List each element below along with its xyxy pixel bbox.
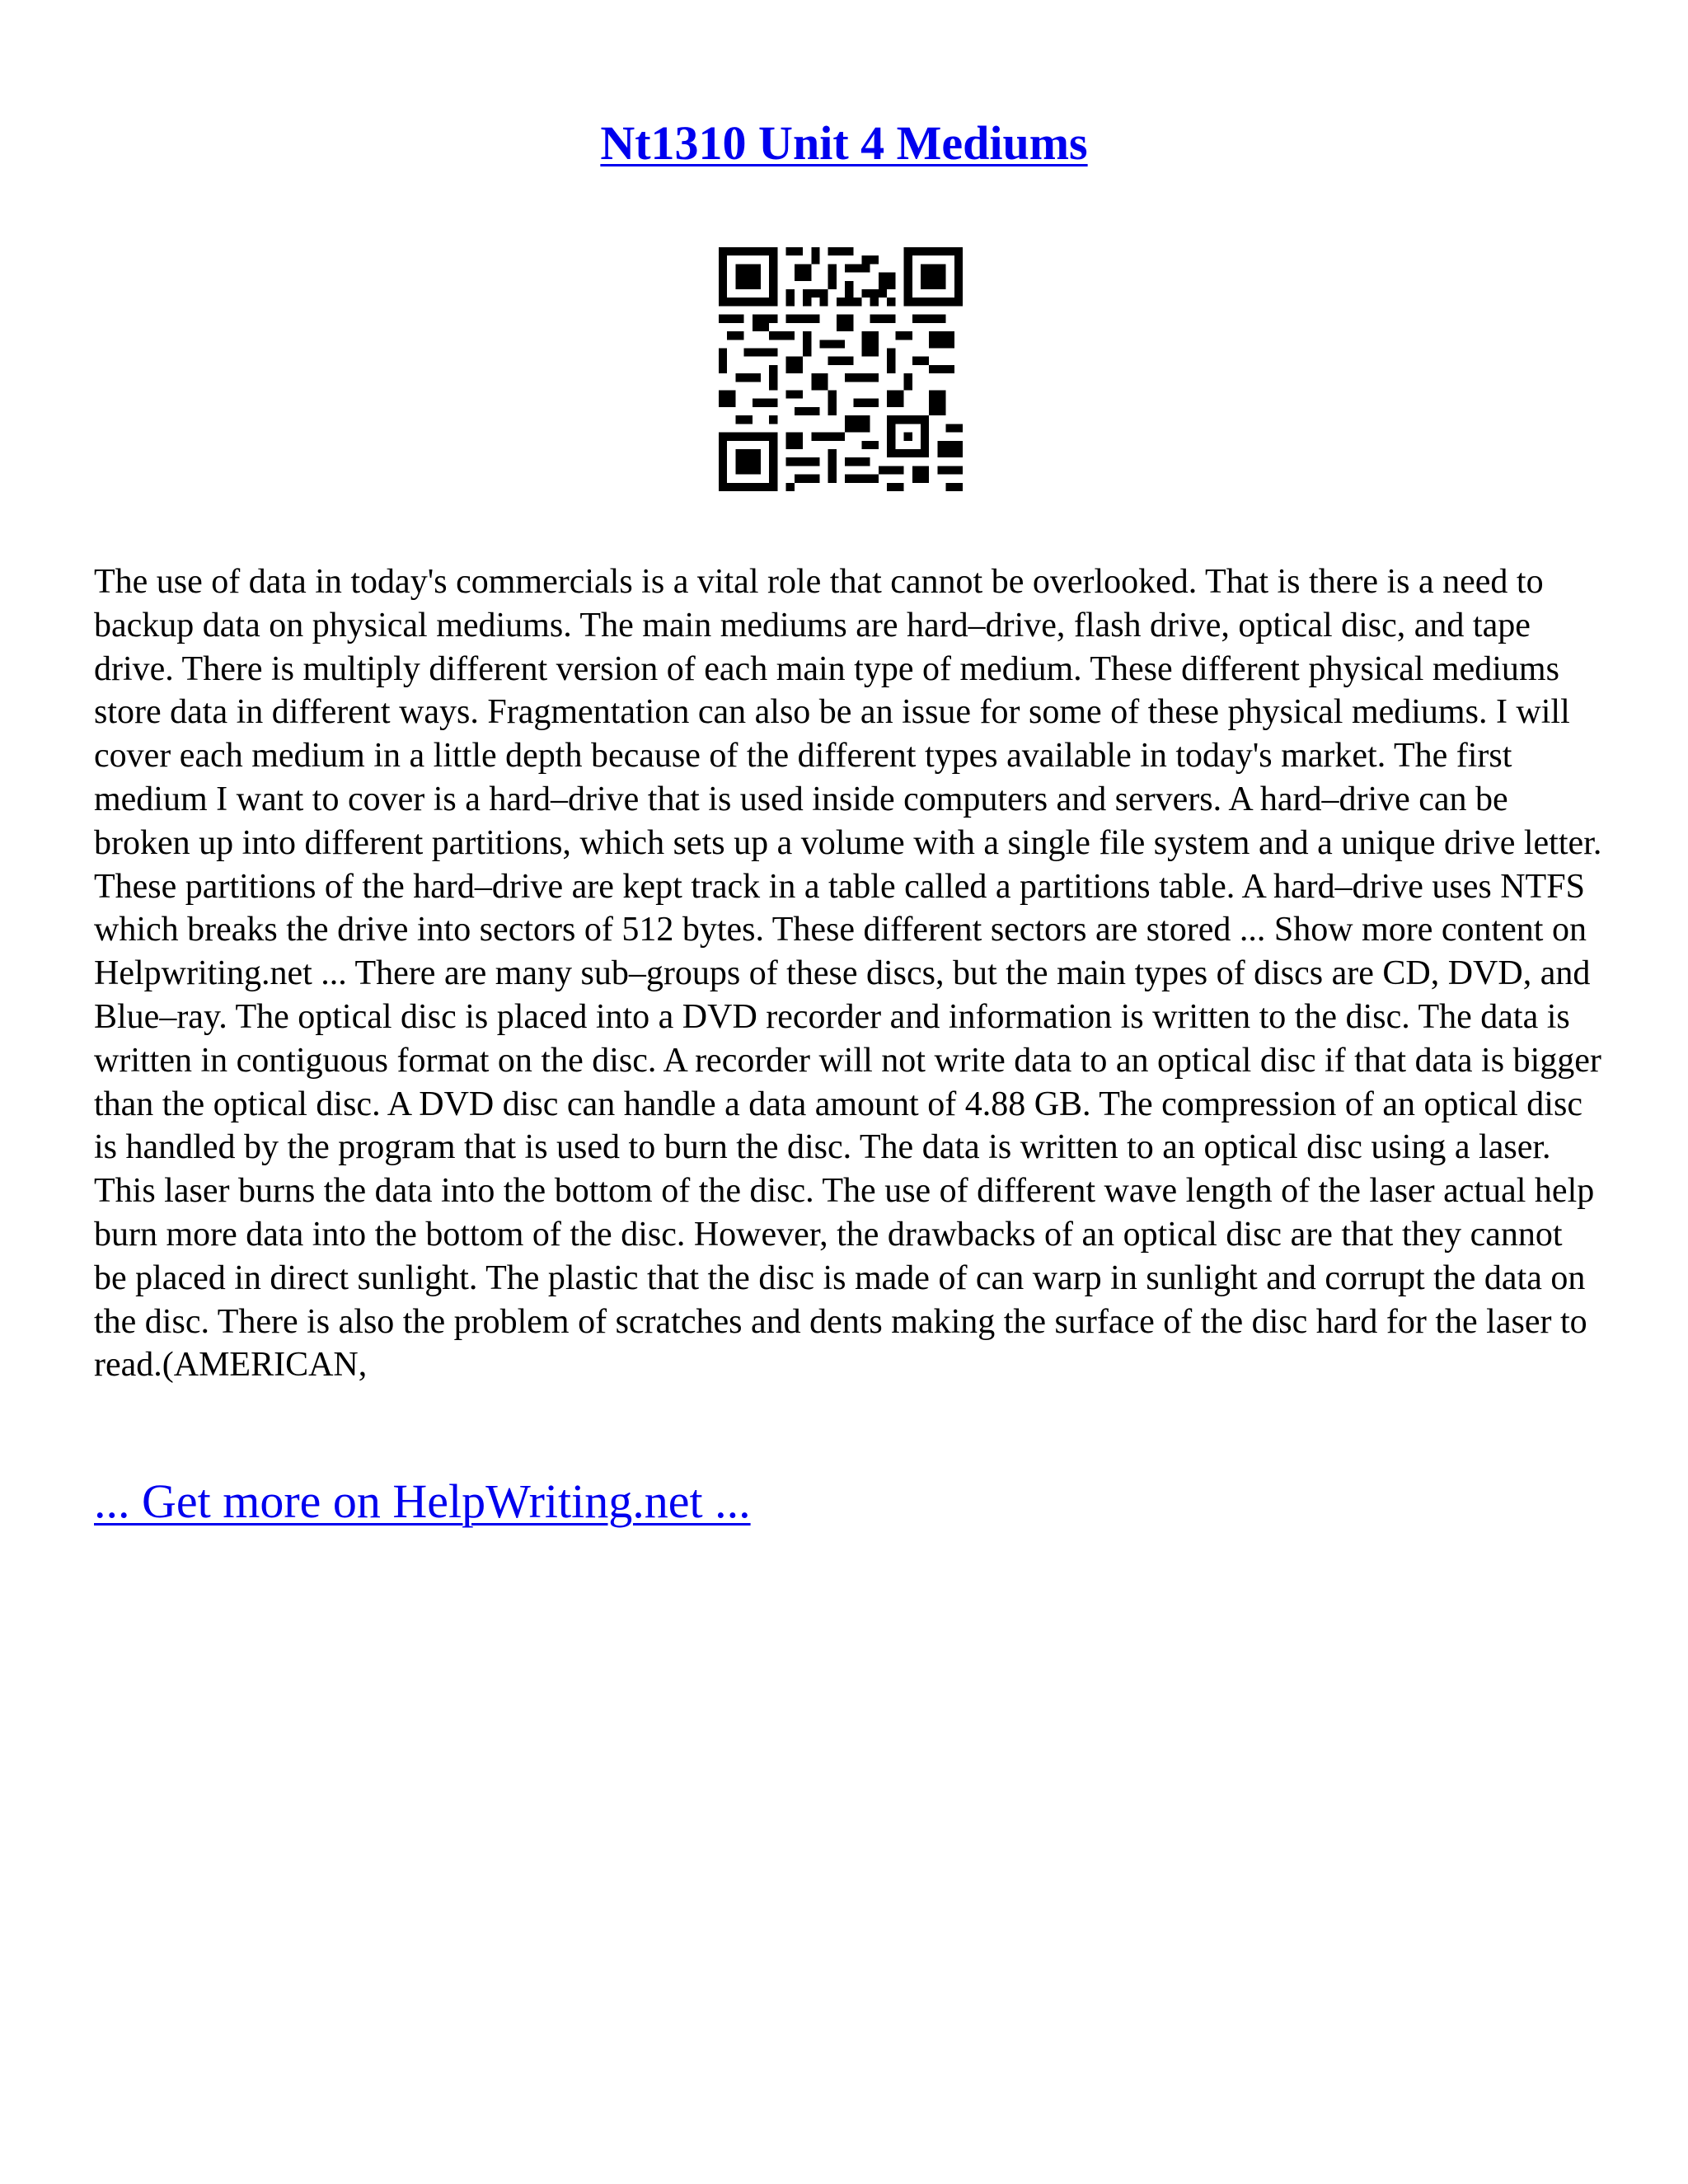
get-more-link-container <box>94 1472 751 1531</box>
title-link[interactable]: Nt1310 Unit 4 Mediums <box>600 116 1088 170</box>
article-body: The use of data in today's commercials is a vital role that cannot be overlooked. That is there is a need to backup data on physical mediums. The main mediums are hard–drive, flash drive, optical disc, and tape drive. There is multiply different version of each main type of medium. These different physical mediums store data in different ways. Fragmentation can also be an issue for some of these physical mediums. I will cover each medium in a little depth because of the different types available in today's market. The first medium I want to cover is a hard–drive that is used inside computers and servers. A hard–drive can be broken up into different partitions, which sets up a volume with a single file system and a unique drive letter. These partitions of the hard–drive are kept track in a table called a partitions table. A hard–drive uses NTFS which breaks the drive into sectors of 512 bytes. These different sectors are stored ... Show more content on Helpwriting.net ... There are many sub–groups of these discs, but the main types of discs are CD, DVD, and Blue–ray. The optical disc is placed into a DVD recorder and information is written to the disc. The data is written in contiguous format on the disc. A recorder will not write data to an optical disc if that data is bigger than the optical disc. A DVD disc can handle a data amount of 4.88 GB. The compression of an optical disc is handled by the program that is used to burn the disc. The data is written to an optical disc using a laser. This laser burns the data into the bottom of the disc. The use of different wave length of the laser actual help burn more data into the bottom of the disc. However, the drawbacks of an optical disc are that they cannot be placed in direct sunlight. The plastic that the disc is made of can warp in sunlight and corrupt the data on the disc. There is also the problem of scratches and dents making the surface of the disc hard for the laser to read.(AMERICAN, <box>94 563 1602 1385</box>
get-more-link[interactable]: ... Get more on HelpWriting.net ... <box>94 1474 751 1528</box>
page-title <box>0 114 1688 173</box>
qr-code-icon <box>719 247 963 491</box>
